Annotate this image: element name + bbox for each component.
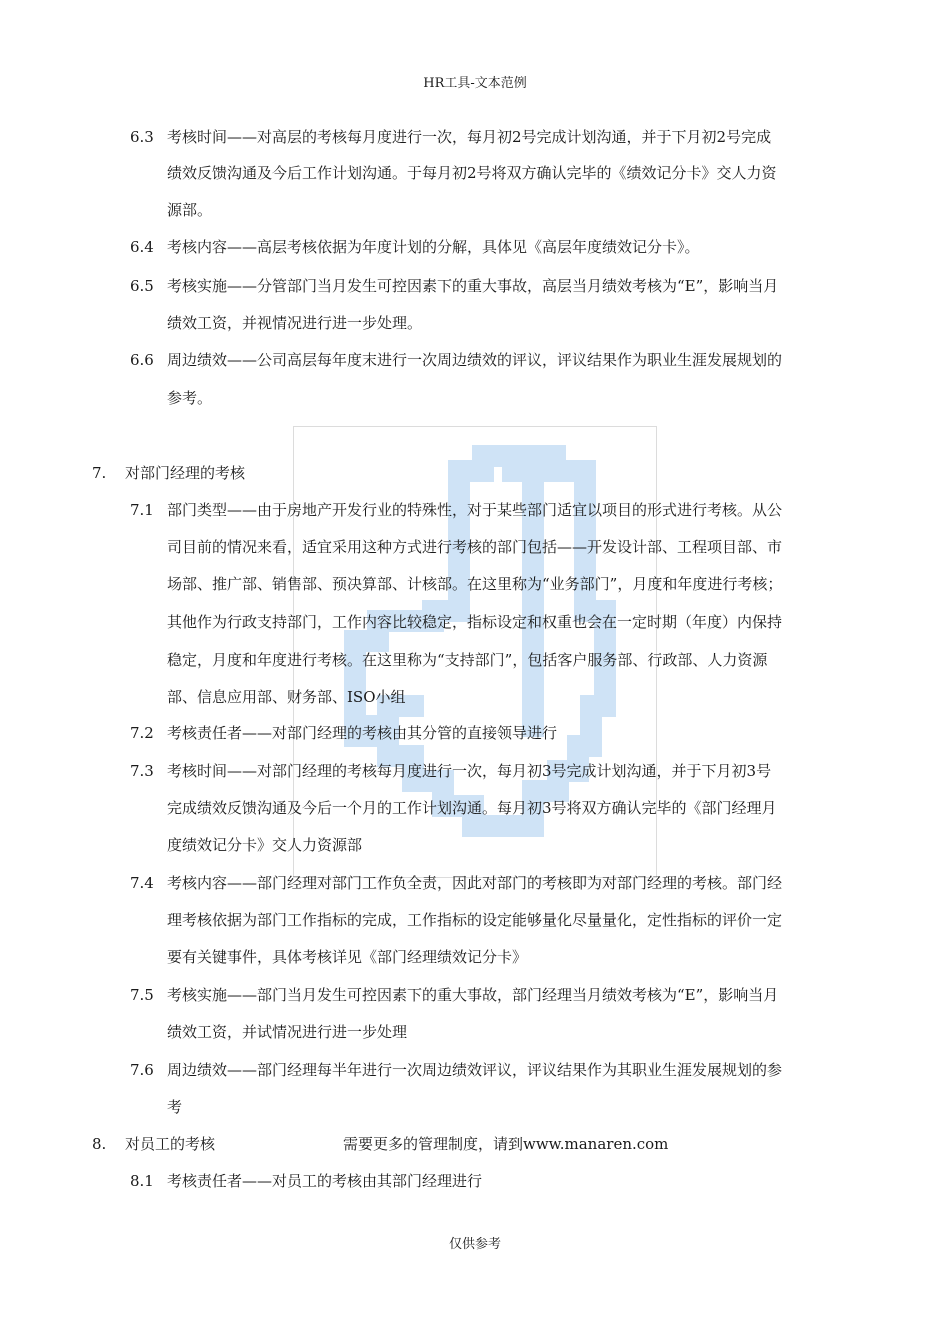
section-number: 7.4: [130, 874, 154, 892]
paragraph-line: 考核内容——部门经理对部门工作负全责，因此对部门的考核即为对部门经理的考核。部门经: [167, 874, 783, 892]
heading-number: 7.: [92, 464, 107, 482]
paragraph-line: 绩效工资，并试情况进行进一步处理: [167, 1023, 408, 1041]
section-number: 6.4: [130, 238, 154, 256]
page-header: HR工具-文本范例: [423, 76, 527, 91]
section-number: 6.5: [130, 277, 154, 295]
paragraph-line: 完成绩效反馈沟通及今后一个月的工作计划沟通。每月初3号将双方确认完毕的《部门经理月: [167, 799, 777, 817]
paragraph-line: 考核责任者——对员工的考核由其部门经理进行: [167, 1172, 483, 1190]
paragraph-line: 部、信息应用部、财务部、ISO小组: [167, 688, 406, 706]
heading-number: 8.: [92, 1135, 107, 1153]
paragraph-line: 稳定，月度和年度进行考核。在这里称为“支持部门”，包括客户服务部、行政部、人力资源: [167, 651, 768, 669]
paragraph-line: 考核责任者——对部门经理的考核由其分管的直接领导进行: [167, 724, 558, 742]
section-number: 7.6: [130, 1061, 154, 1079]
paragraph-line: 度绩效记分卡》交人力资源部: [167, 836, 363, 854]
page-footer: 仅供参考: [448, 1237, 501, 1252]
section-number: 6.3: [130, 128, 154, 146]
paragraph-line: 参考。: [167, 389, 213, 407]
paragraph-line: 考核实施——分管部门当月发生可控因素下的重大事故，高层当月绩效考核为“E”，影响当月: [167, 277, 779, 295]
paragraph-line: 考核实施——部门当月发生可控因素下的重大事故，部门经理当月绩效考核为“E”，影响当月: [167, 986, 779, 1004]
paragraph-line: 源部。: [167, 201, 213, 219]
paragraph-line: 其他作为行政支持部门，工作内容比较稳定，指标设定和权重也会在一定时期（年度）内保持: [167, 613, 783, 631]
paragraph-line: 周边绩效——部门经理每半年进行一次周边绩效评议，评议结果作为其职业生涯发展规划的参: [167, 1061, 783, 1079]
paragraph-line: 周边绩效——公司高层每年度末进行一次周边绩效的评议，评议结果作为职业生涯发展规划的: [167, 351, 783, 369]
paragraph-line: 绩效工资，并视情况进行进一步处理。: [167, 314, 423, 332]
paragraph-line: 考: [167, 1098, 183, 1116]
paragraph-line: 考核内容——高层考核依据为年度计划的分解，具体见《高层年度绩效记分卡》。: [167, 238, 700, 256]
section-heading: 对员工的考核: [125, 1135, 216, 1153]
paragraph-line: 场部、推广部、销售部、预决算部、计核部。在这里称为“业务部门”，月度和年度进行考核；: [167, 575, 783, 593]
promo-text: 需要更多的管理制度，请到www.manaren.com: [343, 1135, 669, 1153]
section-number: 6.6: [130, 351, 154, 369]
section-number: 7.1: [130, 501, 154, 519]
section-number: 8.1: [130, 1172, 154, 1190]
paragraph-line: 理考核依据为部门工作指标的完成，工作指标的设定能够量化尽量量化，定性指标的评价一定: [167, 911, 783, 929]
section-heading: 对部门经理的考核: [125, 464, 246, 482]
paragraph-line: 考核时间——对高层的考核每月度进行一次，每月初2号完成计划沟通，并于下月初2号完成: [167, 128, 772, 146]
section-number: 7.3: [130, 762, 154, 780]
section-number: 7.2: [130, 724, 154, 742]
paragraph-line: 绩效反馈沟通及今后工作计划沟通。于每月初2号将双方确认完毕的《绩效记分卡》交人力资: [167, 164, 777, 182]
paragraph-line: 部门类型——由于房地产开发行业的特殊性，对于某些部门适宜以项目的形式进行考核。从公: [167, 501, 783, 519]
paragraph-line: 司目前的情况来看，适宜采用这种方式进行考核的部门包括——开发设计部、工程项目部、市: [167, 538, 783, 556]
paragraph-line: 要有关键事件，具体考核详见《部门经理绩效记分卡》: [167, 948, 528, 966]
paragraph-line: 考核时间——对部门经理的考核每月度进行一次，每月初3号完成计划沟通，并于下月初3号: [167, 762, 772, 780]
section-number: 7.5: [130, 986, 154, 1004]
